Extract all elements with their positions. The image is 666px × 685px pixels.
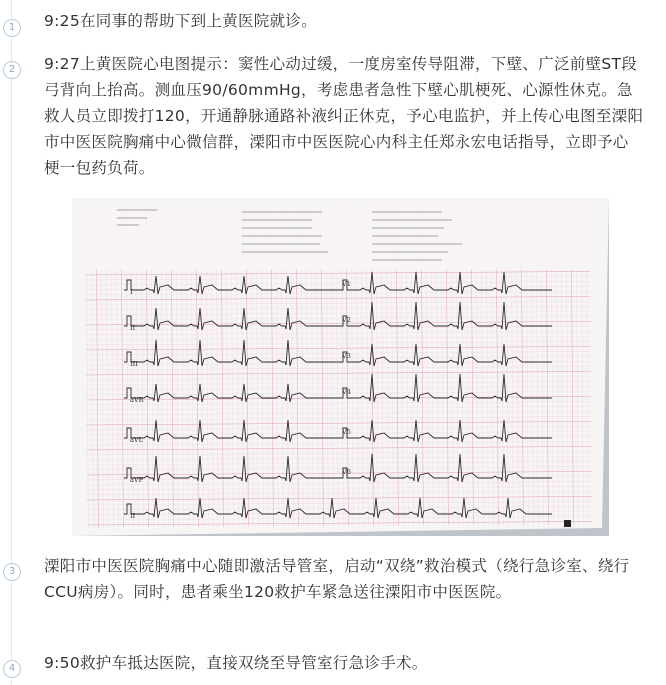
ecg-lead-label: aVL [130, 436, 143, 444]
step-marker-3: 3 [3, 563, 21, 581]
ecg-photo [72, 198, 609, 536]
ecg-lead-label: II [130, 512, 136, 520]
step-3-text: 溧阳市中医医院胸痛中心随即激活导管室，启动“双绕”救治模式（绕行急诊室、绕行CCU病房）。同时，患者乘坐120救护车紧急送往溧阳市中医医院。 [44, 557, 630, 601]
ecg-lead-label: V6 [342, 468, 351, 476]
step-marker-2: 2 [3, 61, 21, 79]
step-marker-1: 1 [3, 19, 21, 37]
step-2-text: 9:27上黄医院心电图提示：窦性心动过缓，一度房室传导阻滞，下壁、广泛前壁ST段弓背向上抬高。测血压90/60mmHg，考虑患者急性下壁心肌梗死、心源性休克。急救人员立即拨打120，开通静脉通路补液纠正休克，予心电监护，并上传心电图至溧阳市中医医院胸痛中心微信群，溧阳市中医医院心内科主任郑永宏电话指导，立即予心梗一包药负荷。 [44, 55, 644, 177]
ecg-lead-label: aVR [130, 396, 144, 404]
step-4-text: 9:50救护车抵达医院，直接双绕至导管室行急诊手术。 [44, 654, 428, 672]
ecg-lead-label: V2 [342, 316, 351, 324]
ecg-lead-label: II [130, 324, 136, 332]
step-marker-4: 4 [3, 660, 21, 678]
ecg-lead-label: aVF [130, 476, 144, 484]
ecg-lead-label: V5 [342, 428, 351, 436]
timeline-line [11, 0, 12, 685]
step-1-text: 9:25在同事的帮助下到上黄医院就诊。 [44, 12, 318, 30]
ecg-lead-label: I [130, 288, 133, 296]
ecg-lead-label: V1 [342, 280, 351, 288]
ecg-lead-label: V3 [342, 352, 351, 360]
ecg-lead-label: V4 [342, 388, 351, 396]
ecg-lead-label: III [130, 360, 138, 368]
